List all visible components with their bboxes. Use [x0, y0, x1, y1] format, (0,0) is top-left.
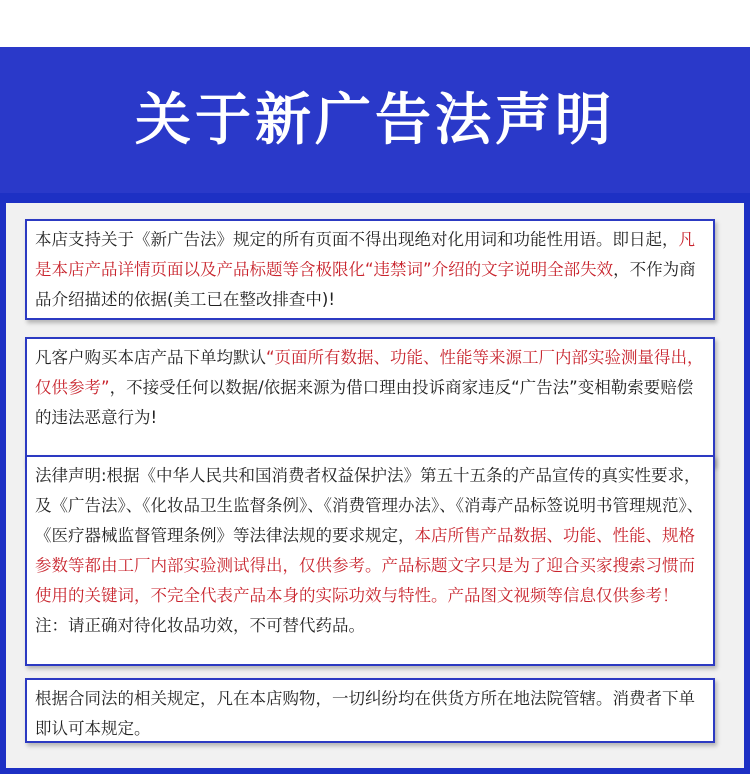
title-banner	[0, 47, 750, 193]
notice-jurisdiction	[25, 678, 715, 743]
notice-data-disclaimer	[25, 337, 715, 466]
notice-text: 法律声明:根据《中华人民共和国消费者权益保护法》第五十五条的产品宣传的真实性要求，及《广告法》、《化妆品卫生监督条例》、《消费管理办法》、《消毒产品标签说明书管理规范》、《医疗器械监督管理条例》等法律法规的要求规定，	[35, 466, 704, 545]
notice-text: 根据合同法的相关规定，凡在本店购物，一切纠纷均在供货方所在地法院管辖。消费者下单即认可本规定。	[35, 689, 695, 738]
top-margin	[0, 0, 750, 47]
notice-text: ，不作为商品介绍描述的依据(美工已在整改排查中)!	[35, 260, 696, 309]
notice-text: 本店支持关于《新广告法》规定的所有页面不得出现绝对化用词和功能性用语。即日起，	[35, 230, 679, 249]
notice-highlight: “页面所有数据、功能、性能等来源工厂内部实验测量得出，仅供参考”	[35, 348, 704, 397]
notice-highlight: 本店所售产品数据、功能、性能、规格参数等都由工厂内部实验测试得出，仅供参考。产品标题文字只是为了迎合买家搜索习惯而使用的关键词，不完全代表产品本身的实际功效与特性。产品图文视频等信息仅供参考！	[35, 526, 695, 605]
notice-text: ，不接受任何以数据/依据来源为借口理由投诉商家违反“广告法”变相勒索要赔偿的违法恶意行为!	[35, 378, 694, 427]
notice-ad-law-compliance	[25, 219, 715, 320]
page-title: 关于新广告法声明	[135, 87, 615, 153]
notice-text: 凡客户购买本店产品下单均默认	[35, 348, 266, 367]
notice-highlight: 凡是本店产品详情页面以及产品标题等含极限化“违禁词”介绍的文字说明全部失效	[35, 230, 695, 279]
notice-text: 注：请正确对待化妆品功效，不可替代药品。	[35, 616, 365, 635]
notice-legal-statement	[25, 455, 715, 666]
